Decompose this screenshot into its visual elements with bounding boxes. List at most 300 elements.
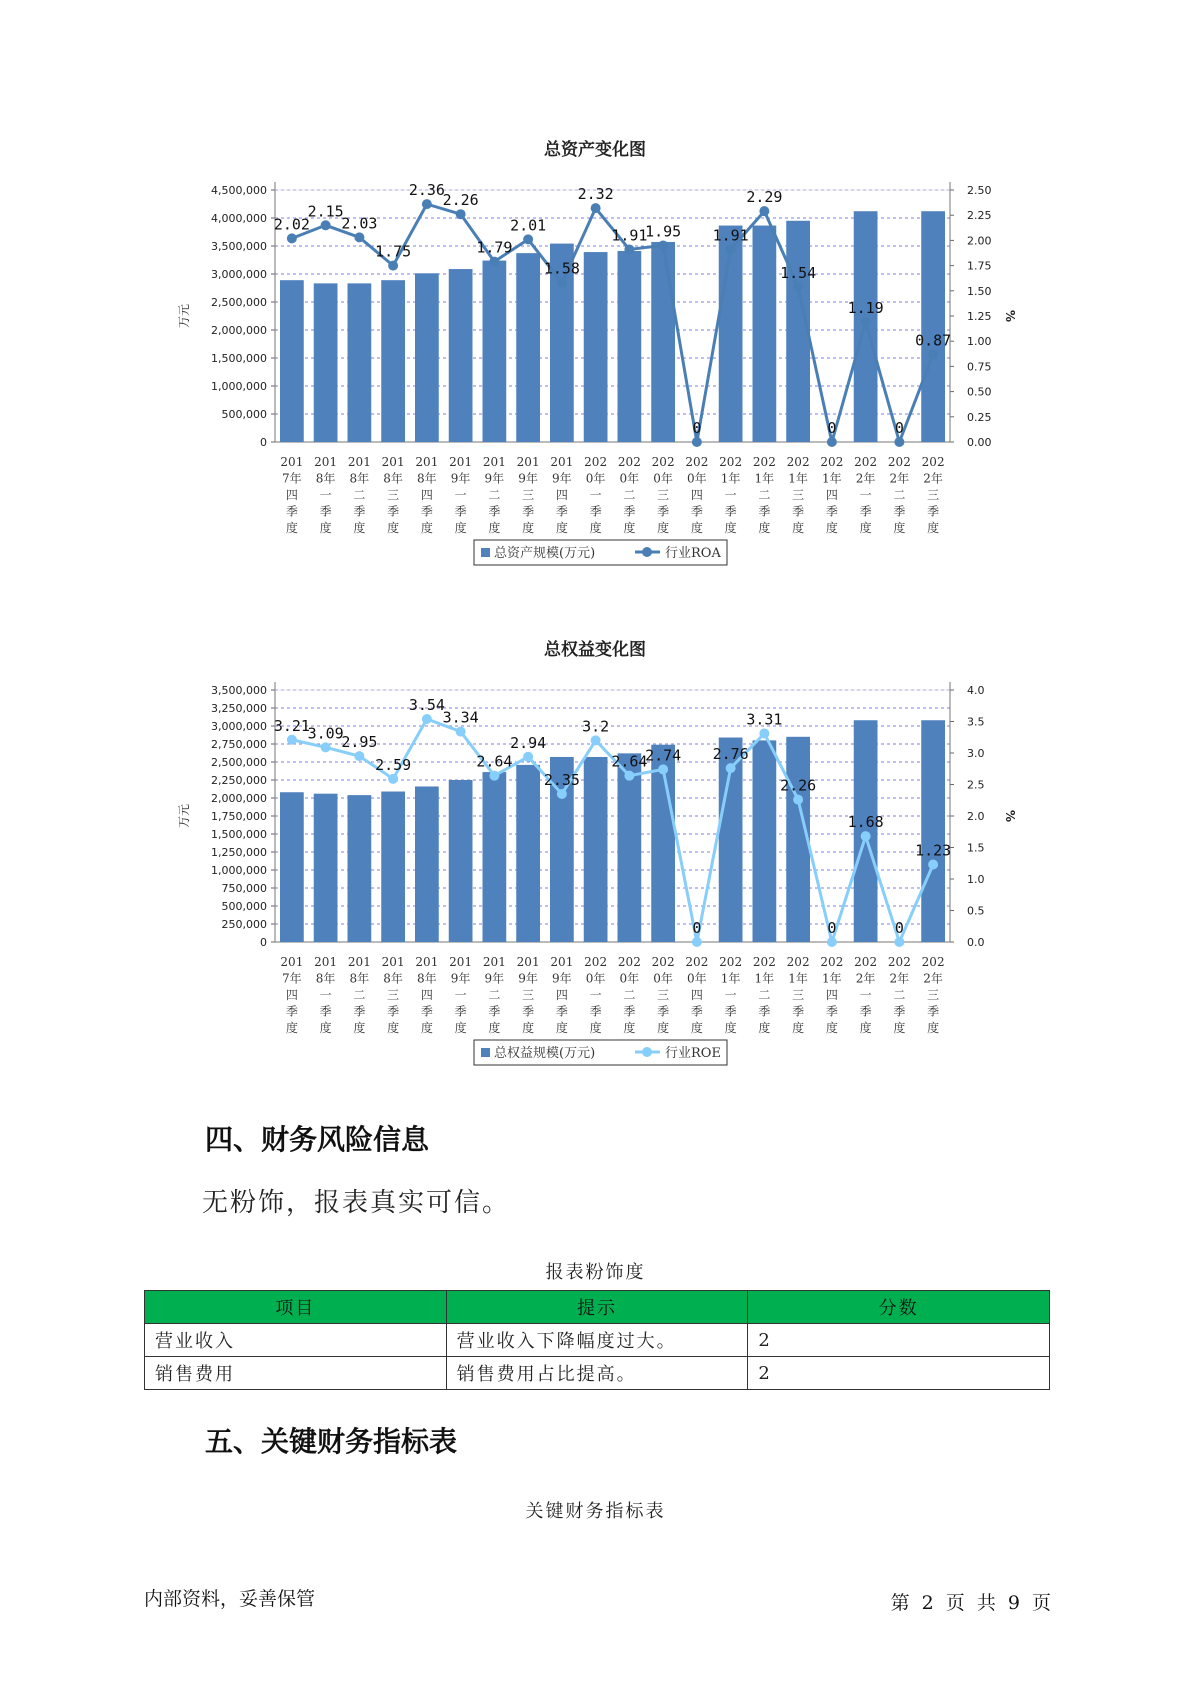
y-tick-label: 2,000,000 xyxy=(211,792,267,805)
x-tick-label: 度 xyxy=(893,1021,906,1035)
x-tick-label: 201 xyxy=(415,455,439,469)
x-tick-label: 度 xyxy=(387,1021,400,1035)
x-tick-label: 201 xyxy=(449,455,473,469)
x-tick-label: 2年 xyxy=(889,471,910,486)
y2-tick-label: 4.0 xyxy=(967,684,985,697)
data-label: 2.76 xyxy=(712,745,749,764)
line-point xyxy=(557,789,567,799)
y2-axis-title: % xyxy=(1003,809,1017,823)
x-tick-label: 9年 xyxy=(484,471,505,486)
x-tick-label: 三 xyxy=(387,488,400,502)
data-label: 2.01 xyxy=(510,216,547,235)
x-tick-label: 2年 xyxy=(855,971,876,986)
bar xyxy=(280,280,304,442)
y-tick-label: 500,000 xyxy=(221,900,267,913)
risk-conclusion-text: 无粉饰，报表真实可信。 xyxy=(202,1188,511,1218)
data-label: 0 xyxy=(894,419,904,437)
x-tick-label: 9年 xyxy=(552,471,572,486)
x-tick-label: 201 xyxy=(381,955,405,969)
bar xyxy=(618,251,642,442)
data-label: 1.91 xyxy=(712,226,749,245)
x-tick-label: 1年 xyxy=(720,971,741,986)
x-tick-label: 季 xyxy=(589,504,602,519)
line-point xyxy=(321,742,331,752)
x-tick-label: 度 xyxy=(522,1021,535,1035)
x-tick-label: 季 xyxy=(387,504,400,519)
bar xyxy=(516,253,540,442)
line-point xyxy=(624,244,634,254)
x-tick-label: 度 xyxy=(454,521,467,535)
x-tick-label: 二 xyxy=(758,488,771,502)
data-label: 2.26 xyxy=(442,191,479,210)
legend-label-bar: 总资产规模(万元) xyxy=(494,546,596,561)
table-cell-item: 销售费用 xyxy=(145,1357,447,1390)
data-label: 2.32 xyxy=(577,185,614,204)
footer-confidential-note: 内部资料，妥善保管 xyxy=(144,1588,316,1610)
data-label: 3.31 xyxy=(746,710,783,729)
table-cell-item: 营业收入 xyxy=(145,1324,447,1357)
x-tick-label: 0年 xyxy=(653,471,673,486)
data-label: 2.26 xyxy=(780,776,817,795)
x-tick-label: 三 xyxy=(792,488,805,502)
y-tick-label: 4,500,000 xyxy=(211,184,267,197)
line-point xyxy=(354,232,364,242)
y2-tick-label: 0.5 xyxy=(967,904,985,918)
x-tick-label: 2年 xyxy=(923,471,943,486)
x-tick-label: 度 xyxy=(589,1021,602,1035)
x-tick-label: 202 xyxy=(887,455,911,469)
line-point xyxy=(489,771,499,781)
x-tick-label: 201 xyxy=(415,955,439,969)
x-tick-label: 一 xyxy=(454,488,467,502)
x-tick-label: 度 xyxy=(623,1021,636,1035)
x-tick-label: 0年 xyxy=(619,471,640,486)
y-tick-label: 3,000,000 xyxy=(211,268,267,281)
x-tick-label: 四 xyxy=(555,988,568,1002)
x-tick-label: 202 xyxy=(584,455,608,469)
x-tick-label: 季 xyxy=(893,504,906,519)
data-label: 3.09 xyxy=(307,724,344,743)
x-tick-label: 8年 xyxy=(417,971,437,986)
line-point xyxy=(793,282,803,292)
y2-tick-label: 1.0 xyxy=(967,873,985,886)
y-tick-label: 1,500,000 xyxy=(211,828,267,841)
x-tick-label: 一 xyxy=(589,488,602,502)
x-tick-label: 季 xyxy=(690,1004,703,1019)
x-tick-label: 一 xyxy=(319,988,332,1002)
x-tick-label: 季 xyxy=(387,1004,400,1019)
x-tick-label: 度 xyxy=(690,1021,703,1035)
data-label: 0.87 xyxy=(915,331,952,350)
x-tick-label: 度 xyxy=(555,521,568,535)
y-tick-label: 1,250,000 xyxy=(211,846,267,859)
x-tick-label: 季 xyxy=(555,1004,568,1019)
y-tick-label: 2,750,000 xyxy=(211,738,267,751)
risk-table-caption: 报表粉饰度 xyxy=(545,1262,646,1283)
y-tick-label: 2,000,000 xyxy=(211,324,267,337)
x-tick-label: 度 xyxy=(454,1021,467,1035)
x-tick-label: 202 xyxy=(685,455,709,469)
y2-tick-label: 0.00 xyxy=(967,436,992,449)
table-header-hint: 提示 xyxy=(446,1291,748,1324)
data-label: 2.74 xyxy=(645,746,682,765)
x-tick-label: 度 xyxy=(893,521,906,535)
line-point xyxy=(726,763,736,773)
x-tick-label: 0年 xyxy=(653,971,673,986)
x-tick-label: 度 xyxy=(555,1021,568,1035)
x-tick-label: 度 xyxy=(488,521,501,535)
y-tick-label: 1,000,000 xyxy=(211,380,267,393)
x-tick-label: 四 xyxy=(690,988,703,1002)
x-tick-label: 三 xyxy=(657,488,670,502)
x-tick-label: 度 xyxy=(522,521,535,535)
x-tick-label: 度 xyxy=(657,1021,670,1035)
x-tick-label: 季 xyxy=(319,504,332,519)
x-tick-label: 度 xyxy=(859,1021,872,1035)
bar xyxy=(651,242,675,442)
y-tick-label: 0 xyxy=(260,436,267,449)
x-tick-label: 季 xyxy=(792,1004,805,1019)
x-tick-label: 季 xyxy=(353,1004,366,1019)
total-equity-chart-svg xyxy=(0,630,1191,1100)
line-point xyxy=(287,735,297,745)
line-point xyxy=(827,437,837,447)
data-label: 1.91 xyxy=(611,226,648,245)
x-tick-label: 四 xyxy=(825,988,838,1002)
data-label: 0 xyxy=(692,919,702,937)
bar xyxy=(753,740,777,942)
y2-tick-label: 0.50 xyxy=(967,385,992,399)
x-tick-label: 季 xyxy=(657,504,670,519)
table-cell-score: 2 xyxy=(748,1324,1050,1357)
x-tick-label: 201 xyxy=(516,955,540,969)
line-point xyxy=(321,220,331,230)
x-tick-label: 度 xyxy=(420,1021,433,1035)
data-label: 0 xyxy=(827,919,837,937)
x-tick-label: 度 xyxy=(724,1021,737,1035)
legend-swatch-bar xyxy=(481,1048,490,1057)
x-tick-label: 度 xyxy=(927,1021,940,1035)
x-tick-label: 8年 xyxy=(315,971,336,986)
x-tick-label: 度 xyxy=(488,1021,501,1035)
line-point xyxy=(726,244,736,254)
data-label: 0 xyxy=(692,419,702,437)
x-tick-label: 202 xyxy=(854,955,878,969)
x-tick-label: 一 xyxy=(724,488,737,502)
x-tick-label: 度 xyxy=(724,521,737,535)
line-point xyxy=(489,257,499,267)
x-tick-label: 度 xyxy=(825,1021,838,1035)
x-tick-label: 202 xyxy=(685,955,709,969)
y2-tick-label: 3.0 xyxy=(967,747,985,760)
x-tick-label: 度 xyxy=(792,521,805,535)
data-label: 2.36 xyxy=(408,181,445,200)
x-tick-label: 二 xyxy=(893,988,906,1002)
x-tick-label: 季 xyxy=(825,1004,838,1019)
line-point xyxy=(456,727,466,737)
x-tick-label: 度 xyxy=(319,1021,332,1035)
bar xyxy=(449,269,473,442)
x-tick-label: 0年 xyxy=(687,971,707,986)
x-tick-label: 1年 xyxy=(788,971,808,986)
line-point xyxy=(591,203,601,213)
x-tick-label: 季 xyxy=(690,504,703,519)
legend-label-line: 行业ROA xyxy=(665,546,721,561)
line-point xyxy=(523,752,533,762)
x-tick-label: 季 xyxy=(319,1004,332,1019)
table-cell-hint: 销售费用占比提高。 xyxy=(446,1357,748,1390)
y-tick-label: 2,500,000 xyxy=(211,756,267,769)
line-point xyxy=(422,714,432,724)
data-label: 2.59 xyxy=(375,755,412,774)
line-point xyxy=(422,199,432,209)
x-tick-label: 四 xyxy=(285,988,298,1002)
x-tick-label: 三 xyxy=(522,988,535,1002)
legend-swatch-point xyxy=(642,1047,652,1057)
x-tick-label: 度 xyxy=(285,521,298,535)
bar xyxy=(314,794,338,942)
x-tick-label: 1年 xyxy=(822,471,842,486)
x-tick-label: 季 xyxy=(488,1004,501,1019)
x-tick-label: 度 xyxy=(859,521,872,535)
line-point xyxy=(793,795,803,805)
legend-swatch-point xyxy=(642,547,652,557)
x-tick-label: 度 xyxy=(657,521,670,535)
x-tick-label: 季 xyxy=(285,504,298,519)
x-tick-label: 度 xyxy=(927,521,940,535)
data-label: 1.19 xyxy=(847,299,884,318)
x-tick-label: 202 xyxy=(820,955,844,969)
x-tick-label: 四 xyxy=(690,488,703,502)
x-tick-label: 二 xyxy=(488,488,501,502)
x-tick-label: 201 xyxy=(482,955,506,969)
x-tick-label: 202 xyxy=(584,955,608,969)
x-tick-label: 202 xyxy=(820,455,844,469)
data-label: 1.58 xyxy=(543,259,580,278)
bar xyxy=(483,261,507,442)
line-point xyxy=(928,349,938,359)
line-point xyxy=(692,437,702,447)
x-tick-label: 0年 xyxy=(687,471,707,486)
total-assets-chart xyxy=(0,130,1191,600)
x-tick-label: 一 xyxy=(589,988,602,1002)
legend-label-bar: 总权益规模(万元) xyxy=(494,1046,596,1061)
x-tick-label: 二 xyxy=(623,488,636,502)
y-tick-label: 3,000,000 xyxy=(211,720,267,733)
line-point xyxy=(591,735,601,745)
data-label: 2.64 xyxy=(611,752,648,771)
x-tick-label: 202 xyxy=(752,455,776,469)
x-tick-label: 季 xyxy=(657,1004,670,1019)
y-tick-label: 1,000,000 xyxy=(211,864,267,877)
y2-axis-title: % xyxy=(1003,309,1017,323)
y-axis-title: 万元 xyxy=(177,303,191,329)
bar xyxy=(753,226,777,442)
bar xyxy=(921,211,945,442)
x-tick-label: 二 xyxy=(758,988,771,1002)
table-row xyxy=(145,1357,1050,1390)
table-header-score: 分数 xyxy=(748,1291,1050,1324)
line-point xyxy=(388,774,398,784)
bar xyxy=(314,283,338,442)
line-point xyxy=(759,206,769,216)
x-tick-label: 度 xyxy=(353,521,366,535)
total-assets-chart-svg xyxy=(0,130,1191,600)
statement-whitewash-table xyxy=(144,1290,1050,1390)
x-tick-label: 四 xyxy=(420,488,433,502)
x-tick-label: 2年 xyxy=(923,971,943,986)
x-tick-label: 1年 xyxy=(822,971,842,986)
x-tick-label: 202 xyxy=(752,955,776,969)
bar xyxy=(483,772,507,942)
x-tick-label: 201 xyxy=(516,455,540,469)
y2-tick-label: 1.75 xyxy=(967,259,992,273)
x-tick-label: 1年 xyxy=(754,471,775,486)
x-tick-label: 202 xyxy=(921,955,945,969)
x-tick-label: 度 xyxy=(690,521,703,535)
x-tick-label: 202 xyxy=(786,455,810,469)
x-tick-label: 8年 xyxy=(315,471,336,486)
table-cell-hint: 营业收入下降幅度过大。 xyxy=(446,1324,748,1357)
line-point xyxy=(692,937,702,947)
x-tick-label: 度 xyxy=(758,1021,771,1035)
x-tick-label: 9年 xyxy=(552,971,572,986)
x-tick-label: 季 xyxy=(927,1004,940,1019)
x-tick-label: 三 xyxy=(927,988,940,1002)
data-label: 2.03 xyxy=(341,214,378,233)
bar xyxy=(921,720,945,942)
x-tick-label: 三 xyxy=(927,488,940,502)
y2-tick-label: 2.5 xyxy=(967,778,985,792)
x-tick-label: 202 xyxy=(719,955,743,969)
line-point xyxy=(861,831,871,841)
x-tick-label: 9年 xyxy=(518,971,538,986)
table-header-row xyxy=(145,1291,1050,1324)
line-point xyxy=(894,937,904,947)
x-tick-label: 季 xyxy=(623,504,636,519)
x-tick-label: 2年 xyxy=(855,471,876,486)
x-tick-label: 二 xyxy=(488,988,501,1002)
x-tick-label: 三 xyxy=(387,988,400,1002)
y-tick-label: 3,250,000 xyxy=(211,702,267,715)
y2-tick-label: 1.25 xyxy=(967,310,992,323)
x-tick-label: 四 xyxy=(420,988,433,1002)
x-tick-label: 201 xyxy=(347,455,371,469)
x-tick-label: 202 xyxy=(617,955,641,969)
x-tick-label: 202 xyxy=(651,955,675,969)
data-label: 1.75 xyxy=(375,242,412,261)
line-point xyxy=(388,261,398,271)
x-tick-label: 一 xyxy=(859,488,872,502)
line-point xyxy=(354,751,364,761)
x-tick-label: 季 xyxy=(285,1004,298,1019)
x-tick-label: 季 xyxy=(522,1004,535,1019)
x-tick-label: 季 xyxy=(420,1004,433,1019)
y-tick-label: 4,000,000 xyxy=(211,212,267,225)
x-tick-label: 季 xyxy=(724,1004,737,1019)
line-point xyxy=(658,764,668,774)
x-tick-label: 一 xyxy=(319,488,332,502)
data-label: 2.95 xyxy=(341,733,378,752)
line-point xyxy=(557,278,567,288)
y2-tick-label: 0.25 xyxy=(967,410,992,424)
table-header-item: 项目 xyxy=(145,1291,447,1324)
x-tick-label: 9年 xyxy=(450,471,471,486)
x-tick-label: 9年 xyxy=(518,471,538,486)
y-tick-label: 3,500,000 xyxy=(211,684,267,697)
x-tick-label: 四 xyxy=(285,488,298,502)
x-tick-label: 季 xyxy=(758,504,771,519)
x-tick-label: 一 xyxy=(454,988,467,1002)
y2-tick-label: 1.50 xyxy=(967,284,992,298)
y2-tick-label: 1.00 xyxy=(967,335,992,349)
y2-tick-label: 1.5 xyxy=(967,841,985,855)
x-tick-label: 季 xyxy=(893,1004,906,1019)
data-label: 3.54 xyxy=(408,695,445,714)
x-tick-label: 201 xyxy=(482,455,506,469)
x-tick-label: 季 xyxy=(420,504,433,519)
total-equity-chart xyxy=(0,630,1191,1100)
x-tick-label: 度 xyxy=(420,521,433,535)
x-tick-label: 一 xyxy=(724,988,737,1002)
x-tick-label: 202 xyxy=(617,455,641,469)
footer-page-number: 第 2 页 共 9 页 xyxy=(890,1592,1051,1614)
x-tick-label: 9年 xyxy=(484,971,505,986)
x-tick-label: 三 xyxy=(792,988,805,1002)
chart-title: 总资产变化图 xyxy=(544,140,646,160)
bar xyxy=(348,795,372,942)
x-tick-label: 季 xyxy=(758,1004,771,1019)
x-tick-label: 季 xyxy=(859,504,872,519)
x-tick-label: 季 xyxy=(353,504,366,519)
x-tick-label: 四 xyxy=(825,488,838,502)
y-tick-label: 250,000 xyxy=(221,918,267,931)
x-tick-label: 三 xyxy=(657,988,670,1002)
x-tick-label: 0年 xyxy=(585,971,606,986)
x-tick-label: 季 xyxy=(792,504,805,519)
y-tick-label: 3,500,000 xyxy=(211,240,267,253)
y-tick-label: 2,250,000 xyxy=(211,774,267,787)
x-tick-label: 一 xyxy=(859,988,872,1002)
x-tick-label: 1年 xyxy=(720,471,741,486)
y-tick-label: 2,500,000 xyxy=(211,296,267,309)
data-label: 3.2 xyxy=(582,717,610,736)
x-tick-label: 季 xyxy=(927,504,940,519)
line-point xyxy=(894,437,904,447)
data-label: 2.15 xyxy=(307,202,344,221)
x-tick-label: 201 xyxy=(314,955,338,969)
data-label: 0 xyxy=(894,919,904,937)
x-tick-label: 度 xyxy=(353,1021,366,1035)
x-tick-label: 202 xyxy=(719,455,743,469)
x-tick-label: 季 xyxy=(724,504,737,519)
x-tick-label: 201 xyxy=(550,955,574,969)
y-tick-label: 1,500,000 xyxy=(211,352,267,365)
y2-tick-label: 2.0 xyxy=(967,810,985,823)
x-tick-label: 8年 xyxy=(383,971,403,986)
x-tick-label: 201 xyxy=(280,955,304,969)
x-tick-label: 9年 xyxy=(450,971,471,986)
x-tick-label: 7年 xyxy=(282,971,302,986)
line-point xyxy=(287,233,297,243)
x-tick-label: 二 xyxy=(353,488,366,502)
x-tick-label: 季 xyxy=(522,504,535,519)
x-tick-label: 201 xyxy=(314,455,338,469)
x-tick-label: 度 xyxy=(387,521,400,535)
x-tick-label: 202 xyxy=(887,955,911,969)
line-point xyxy=(759,728,769,738)
bar xyxy=(348,283,372,442)
